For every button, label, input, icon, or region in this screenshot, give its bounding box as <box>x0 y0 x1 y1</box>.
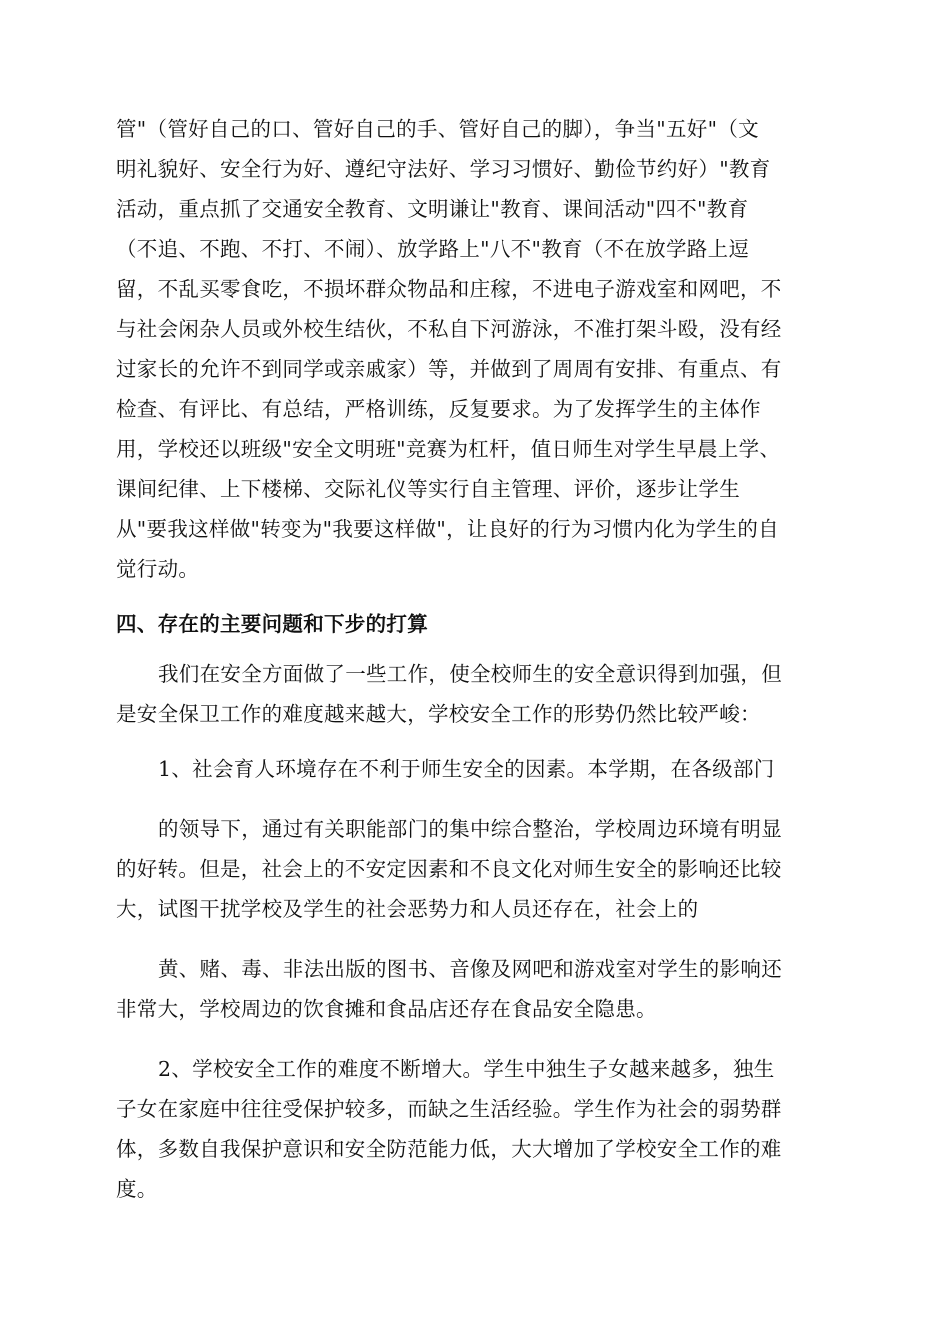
text-line: 从"要我这样做"转变为"我要这样做"，让良好的行为习惯内化为学生的自 <box>116 517 779 541</box>
text-line: 子女在家庭中往往受保护较多，而缺之生活经验。学生作为社会的弱势群 <box>116 1097 782 1121</box>
text-line: （不追、不跑、不打、不闹）、放学路上"八不"教育（不在放学路上逗 <box>116 237 750 261</box>
text-line: 我们在安全方面做了一些工作，使全校师生的安全意识得到加强，但 <box>158 662 782 686</box>
text-line: 课间纪律、上下楼梯、交际礼仪等实行自主管理、评价，逐步让学生 <box>116 477 740 501</box>
text-line: 1、社会育人环境存在不利于师生安全的因素。本学期，在各级部门 <box>158 757 775 781</box>
section-heading: 四、存在的主要问题和下步的打算 <box>116 612 428 636</box>
text-line: 大，试图干扰学校及学生的社会恶势力和人员还存在，社会上的 <box>116 897 699 921</box>
text-line: 检查、有评比、有总结，严格训练，反复要求。为了发挥学生的主体作 <box>116 397 761 421</box>
text-line: 的好转。但是，社会上的不安定因素和不良文化对师生安全的影响还比较 <box>116 857 782 881</box>
text-line: 是安全保卫工作的难度越来越大，学校安全工作的形势仍然比较严峻： <box>116 702 761 726</box>
text-line: 与社会闲杂人员或外校生结伙，不私自下河游泳，不准打架斗殴，没有经 <box>116 317 782 341</box>
text-line: 管"（管好自己的口、管好自己的手、管好自己的脚），争当"五好"（文 <box>116 117 759 141</box>
text-line: 活动，重点抓了交通安全教育、文明谦让"教育、课间活动"四不"教育 <box>116 197 749 221</box>
text-line: 体，多数自我保护意识和安全防范能力低，大大增加了学校安全工作的难 <box>116 1137 782 1161</box>
text-line: 度。 <box>116 1177 158 1201</box>
text-line: 非常大，学校周边的饮食摊和食品店还存在食品安全隐患。 <box>116 997 657 1021</box>
text-line: 黄、赌、毒、非法出版的图书、音像及网吧和游戏室对学生的影响还 <box>158 957 782 981</box>
text-line: 的领导下，通过有关职能部门的集中综合整治，学校周边环境有明显 <box>158 817 782 841</box>
text-line: 用，学校还以班级"安全文明班"竞赛为杠杆，值日师生对学生早晨上学、 <box>116 437 781 461</box>
text-line: 过家长的允许不到同学或亲戚家）等，并做到了周周有安排、有重点、有 <box>116 357 782 381</box>
text-line: 2、学校安全工作的难度不断增大。学生中独生子女越来越多，独生 <box>158 1057 775 1081</box>
text-line: 留，不乱买零食吃，不损坏群众物品和庄稼，不进电子游戏室和网吧，不 <box>116 277 782 301</box>
text-line: 明礼貌好、安全行为好、遵纪守法好、学习习惯好、勤俭节约好）"教育 <box>116 157 771 181</box>
text-line: 觉行动。 <box>116 557 200 581</box>
